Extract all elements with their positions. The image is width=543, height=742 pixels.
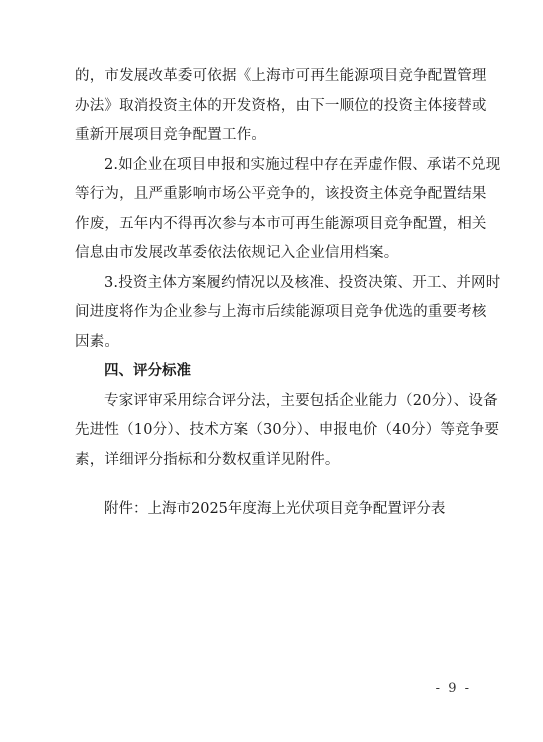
text-line: 3.投资主体方案履约情况以及核准、投资决策、开工、并网时	[104, 274, 501, 291]
page-number: - 9 -	[435, 681, 471, 696]
paragraph-continuation	[75, 62, 487, 151]
paragraph-item-2	[75, 151, 501, 269]
paragraph-item-3	[75, 269, 501, 358]
text-line: 2.如企业在项目申报和实施过程中存在弄虚作假、承诺不兑现	[104, 156, 501, 173]
section-heading: 四、评分标准	[104, 363, 191, 379]
text-line: 的，市发展改革委可依据《上海市可再生能源项目竞争配置管理	[75, 68, 487, 84]
text-line: 先进性（10分）、技术方案（30分）、申报电价（40分）等竞争要	[75, 422, 500, 438]
text-line: 间进度将作为企业参与上海市后续能源项目竞争优选的重要考核	[75, 304, 487, 320]
text-line: 专家评审采用综合评分法，主要包括企业能力（20分）、设备	[104, 392, 498, 409]
spacer	[75, 475, 475, 495]
text-line: 等行为，且严重影响市场公平竞争的，该投资主体竞争配置结果	[75, 186, 487, 202]
text-line: 素，详细评分指标和分数权重详见附件。	[75, 451, 340, 468]
text-line: 信息由市发展改革委依法依规记入企业信用档案。	[75, 245, 399, 261]
attachment-note: 附件：上海市2025年度海上光伏项目竞争配置评分表	[104, 501, 446, 517]
paragraph-scoring	[75, 387, 500, 476]
text-line: 重新开展项目竞争配置工作。	[75, 127, 267, 143]
text-line: 办法》取消投资主体的开发资格，由下一顺位的投资主体接替或	[75, 97, 487, 114]
text-line: 作废，五年内不得再次参与本市可再生能源项目竞争配置，相关	[75, 215, 487, 232]
document-body	[75, 62, 501, 525]
text-line: 因素。	[75, 333, 120, 350]
